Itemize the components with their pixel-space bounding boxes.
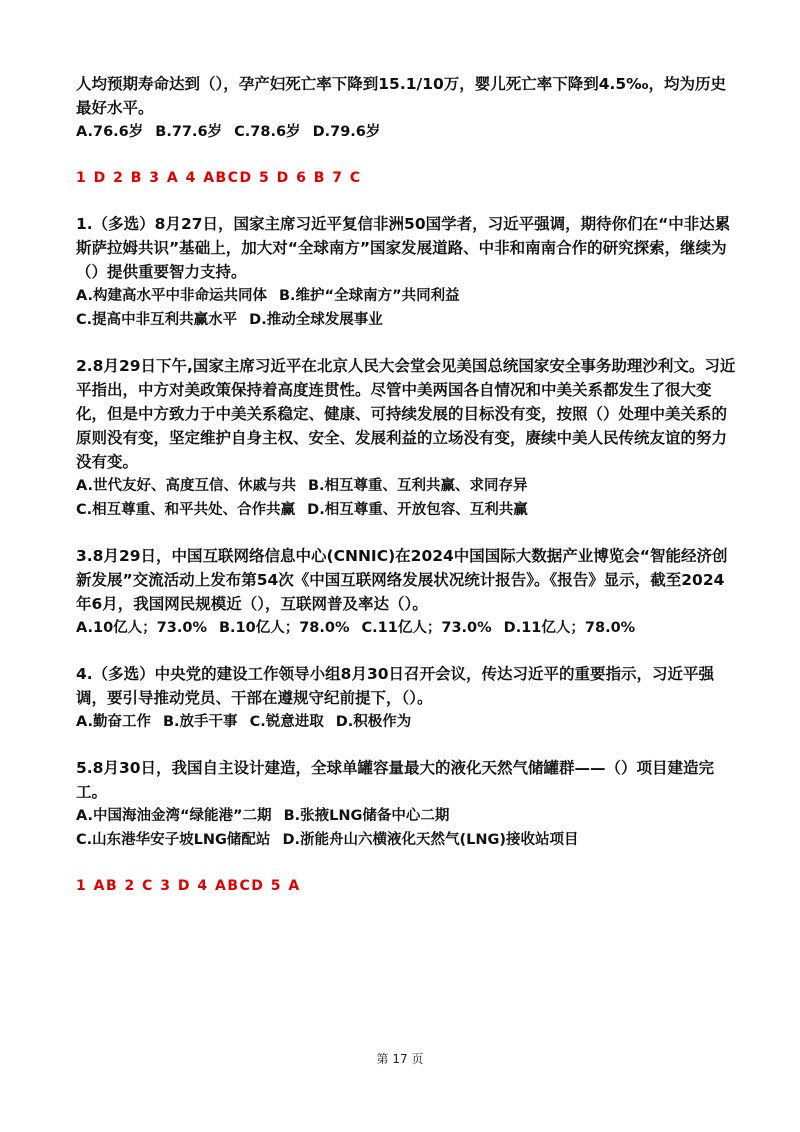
answer-key-1: 1 D 2 B 3 A 4 ABCD 5 D 6 B 7 C <box>76 170 362 186</box>
option-c: C.11亿人；73.0% <box>361 620 492 636</box>
question-1-options <box>76 284 736 332</box>
option-c: C.相互尊重、和平共处、合作共赢 <box>76 502 296 518</box>
option-a: A.构建高水平中非命运共同体 <box>76 288 267 304</box>
answer-key-2: 1 AB 2 C 3 D 4 ABCD 5 A <box>76 878 301 894</box>
intro-question-text: 人均预期寿命达到（），孕产妇死亡率下降到15.1/10万，婴儿死亡率下降到4.5‰，均为历史最好水平。 <box>76 75 727 117</box>
question-1 <box>76 212 736 332</box>
option-d: D.相互尊重、开放包容、互利共赢 <box>307 502 528 518</box>
option-b: B.相互尊重、互利共赢、求同存异 <box>308 478 528 494</box>
question-3-text: 3.8月29日，中国互联网络信息中心(CNNIC)在2024中国国际大数据产业博览会“智能经济创新发展”交流活动上发布第54次《中国互联网络发展状况统计报告》。《报告》显示，截至2024年6月，我国网民规模近（），互联网普及率达（）。 <box>76 547 728 613</box>
option-b: B.77.6岁 <box>155 124 223 140</box>
option-line <box>76 284 736 308</box>
option-line <box>76 308 736 332</box>
option-b: B.张掖LNG储备中心二期 <box>283 808 450 824</box>
page-number: 第 17 页 <box>376 1052 424 1066</box>
option-line <box>76 828 736 852</box>
question-2-text: 2.8月29日下午,国家主席习近平在北京人民大会堂会见美国总统国家安全事务助理沙利文。习近平指出，中方对美政策保持着高度连贯性。尽管中美两国各自情况和中美关系都发生了很大变化，但是中方致力于中美关系稳定、健康、可持续发展的目标没有变，按照（）处理中美关系的原则没有变，坚定维护自身主权、安全、发展利益的立场没有变，赓续中美人民传统友谊的努力没有变。 <box>76 357 736 471</box>
option-d: D.11亿人；78.0% <box>503 620 636 636</box>
option-c: C.78.6岁 <box>234 124 301 140</box>
option-d: D.推动全球发展事业 <box>249 312 383 328</box>
option-b: B.维护“全球南方”共同利益 <box>279 288 460 304</box>
option-line <box>76 804 736 828</box>
option-d: D.79.6岁 <box>312 124 381 140</box>
option-b: B.放手干事 <box>163 714 238 730</box>
question-2 <box>76 354 736 522</box>
option-line <box>76 474 736 498</box>
document-page <box>76 72 736 898</box>
option-a: A.中国海油金湾“绿能港”二期 <box>76 808 272 824</box>
option-c: C.山东港华安子坡LNG储配站 <box>76 832 271 848</box>
intro-question <box>76 72 736 144</box>
option-b: B.10亿人；78.0% <box>218 620 350 636</box>
question-1-text: 1.（多选）8月27日，国家主席习近平复信非洲50国学者，习近平强调，期待你们在“中非达累斯萨拉姆共识”基础上，加大对“全球南方”国家发展道路、中非和南南合作的研究探索，继续为（）提供重要智力支持。 <box>76 215 731 281</box>
option-line <box>76 120 736 144</box>
option-a: A.勤奋工作 <box>76 714 151 730</box>
option-d: D.积极作为 <box>335 714 412 730</box>
option-line <box>76 710 736 734</box>
option-c: C.锐意进取 <box>249 714 324 730</box>
question-2-options <box>76 474 736 522</box>
option-line <box>76 616 736 640</box>
question-5-options <box>76 804 736 852</box>
option-c: C.提高中非互利共赢水平 <box>76 312 238 328</box>
question-4-options <box>76 710 736 734</box>
question-4-text: 4.（多选）中央党的建设工作领导小组8月30日召开会议，传达习近平的重要指示，习近平强调，要引导推动党员、干部在遵规守纪前提下，（）。 <box>76 665 715 707</box>
option-line <box>76 498 736 522</box>
option-d: D.浙能舟山六横液化天然气(LNG)接收站项目 <box>282 832 579 848</box>
option-a: A.10亿人；73.0% <box>76 620 207 636</box>
question-4 <box>76 662 736 734</box>
question-3 <box>76 544 736 640</box>
question-5 <box>76 756 736 852</box>
question-5-text: 5.8月30日，我国自主设计建造，全球单罐容量最大的液化天然气储罐群——（）项目建造完工。 <box>76 759 715 801</box>
option-a: A.世代友好、高度互信、休戚与共 <box>76 478 296 494</box>
option-a: A.76.6岁 <box>76 124 144 140</box>
question-3-options <box>76 616 736 640</box>
intro-options <box>76 120 736 144</box>
